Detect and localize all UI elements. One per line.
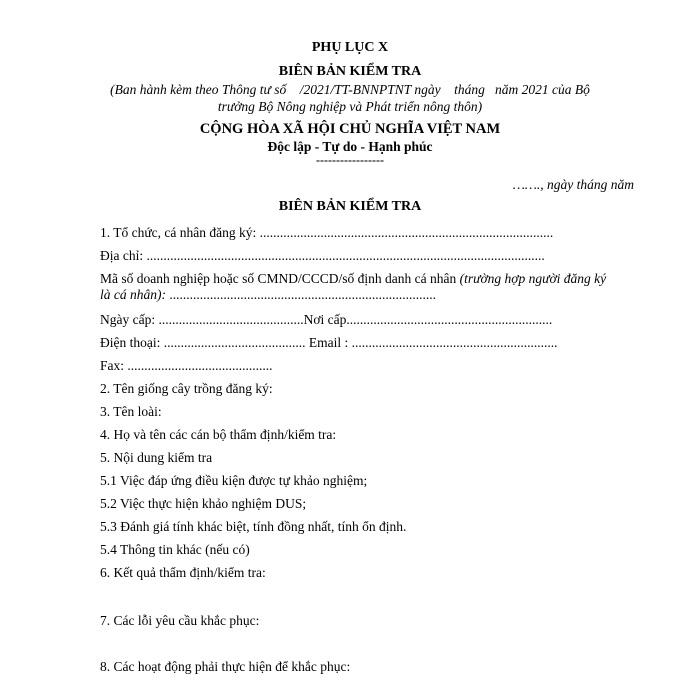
field-phone-email: Điện thoại: .......................................... Email : ............................................................. <box>100 335 558 350</box>
item-corrective-actions: 8. Các hoạt động phải thực hiện để khắc phục: <box>100 659 351 674</box>
item-5-4: 5.4 Thông tin khác (nếu có) <box>100 542 250 557</box>
field-issue-place: Nơi cấp............................................................. <box>303 312 553 327</box>
item-errors: 7. Các lỗi yêu cầu khắc phục: <box>100 613 260 628</box>
item-5-1: 5.1 Việc đáp ứng điều kiện được tự khảo nghiệm; <box>100 473 368 488</box>
field-id-note-cont: là cá nhân): <box>100 287 166 302</box>
field-organization: 1. Tổ chức, cá nhân đăng ký: ....................................................................................... <box>100 225 554 240</box>
field-issue-row <box>100 312 552 328</box>
field-issue-date: Ngày cấp: ........................................... <box>100 312 304 327</box>
item-species: 3. Tên loài: <box>100 404 162 419</box>
field-id-line-2 <box>100 287 436 303</box>
field-id-label: Mã số doanh nghiệp hoặc số CMND/CCCD/số định danh cá nhân <box>100 271 460 286</box>
field-id-note: (trường hợp người đăng ký <box>459 271 607 286</box>
item-5-2: 5.2 Việc thực hiện khảo nghiệm DUS; <box>100 496 307 511</box>
item-5-3: 5.3 Đánh giá tính khác biệt, tính đồng nhất, tính ổn định. <box>100 519 407 534</box>
field-id-line-1 <box>100 271 606 287</box>
motto-separator: ----------------- <box>316 153 384 167</box>
nation-heading: CỘNG HÒA XÃ HỘI CHỦ NGHĨA VIỆT NAM <box>199 121 501 137</box>
item-variety-name: 2. Tên giống cây trồng đăng ký: <box>100 381 273 396</box>
item-results: 6. Kết quả thẩm định/kiểm tra: <box>100 565 266 580</box>
field-address: Địa chỉ: ...................................................................................................................... <box>100 248 545 263</box>
item-inspection-content: 5. Nội dung kiểm tra <box>100 450 213 465</box>
form-title: BIÊN BẢN KIỂM TRA <box>278 199 422 214</box>
field-id-dots: ............................................................................... <box>165 287 436 302</box>
date-line: ……., ngày tháng năm <box>512 177 634 192</box>
item-inspectors: 4. Họ và tên các cán bộ thẩm định/kiểm tra: <box>100 427 337 442</box>
motto: Độc lập - Tự do - Hạnh phúc <box>267 139 433 154</box>
document-title: BIÊN BẢN KIỂM TRA <box>278 64 422 79</box>
appendix-heading: PHỤ LỤC X <box>311 40 389 55</box>
issued-note-line-2: trưởng Bộ Nông nghiệp và Phát triển nông thôn) <box>217 99 483 114</box>
issued-note-line-1: (Ban hành kèm theo Thông tư số /2021/TT-BNNPTNT ngày tháng năm 2021 của Bộ <box>110 82 590 97</box>
field-fax: Fax: ........................................... <box>100 358 273 373</box>
